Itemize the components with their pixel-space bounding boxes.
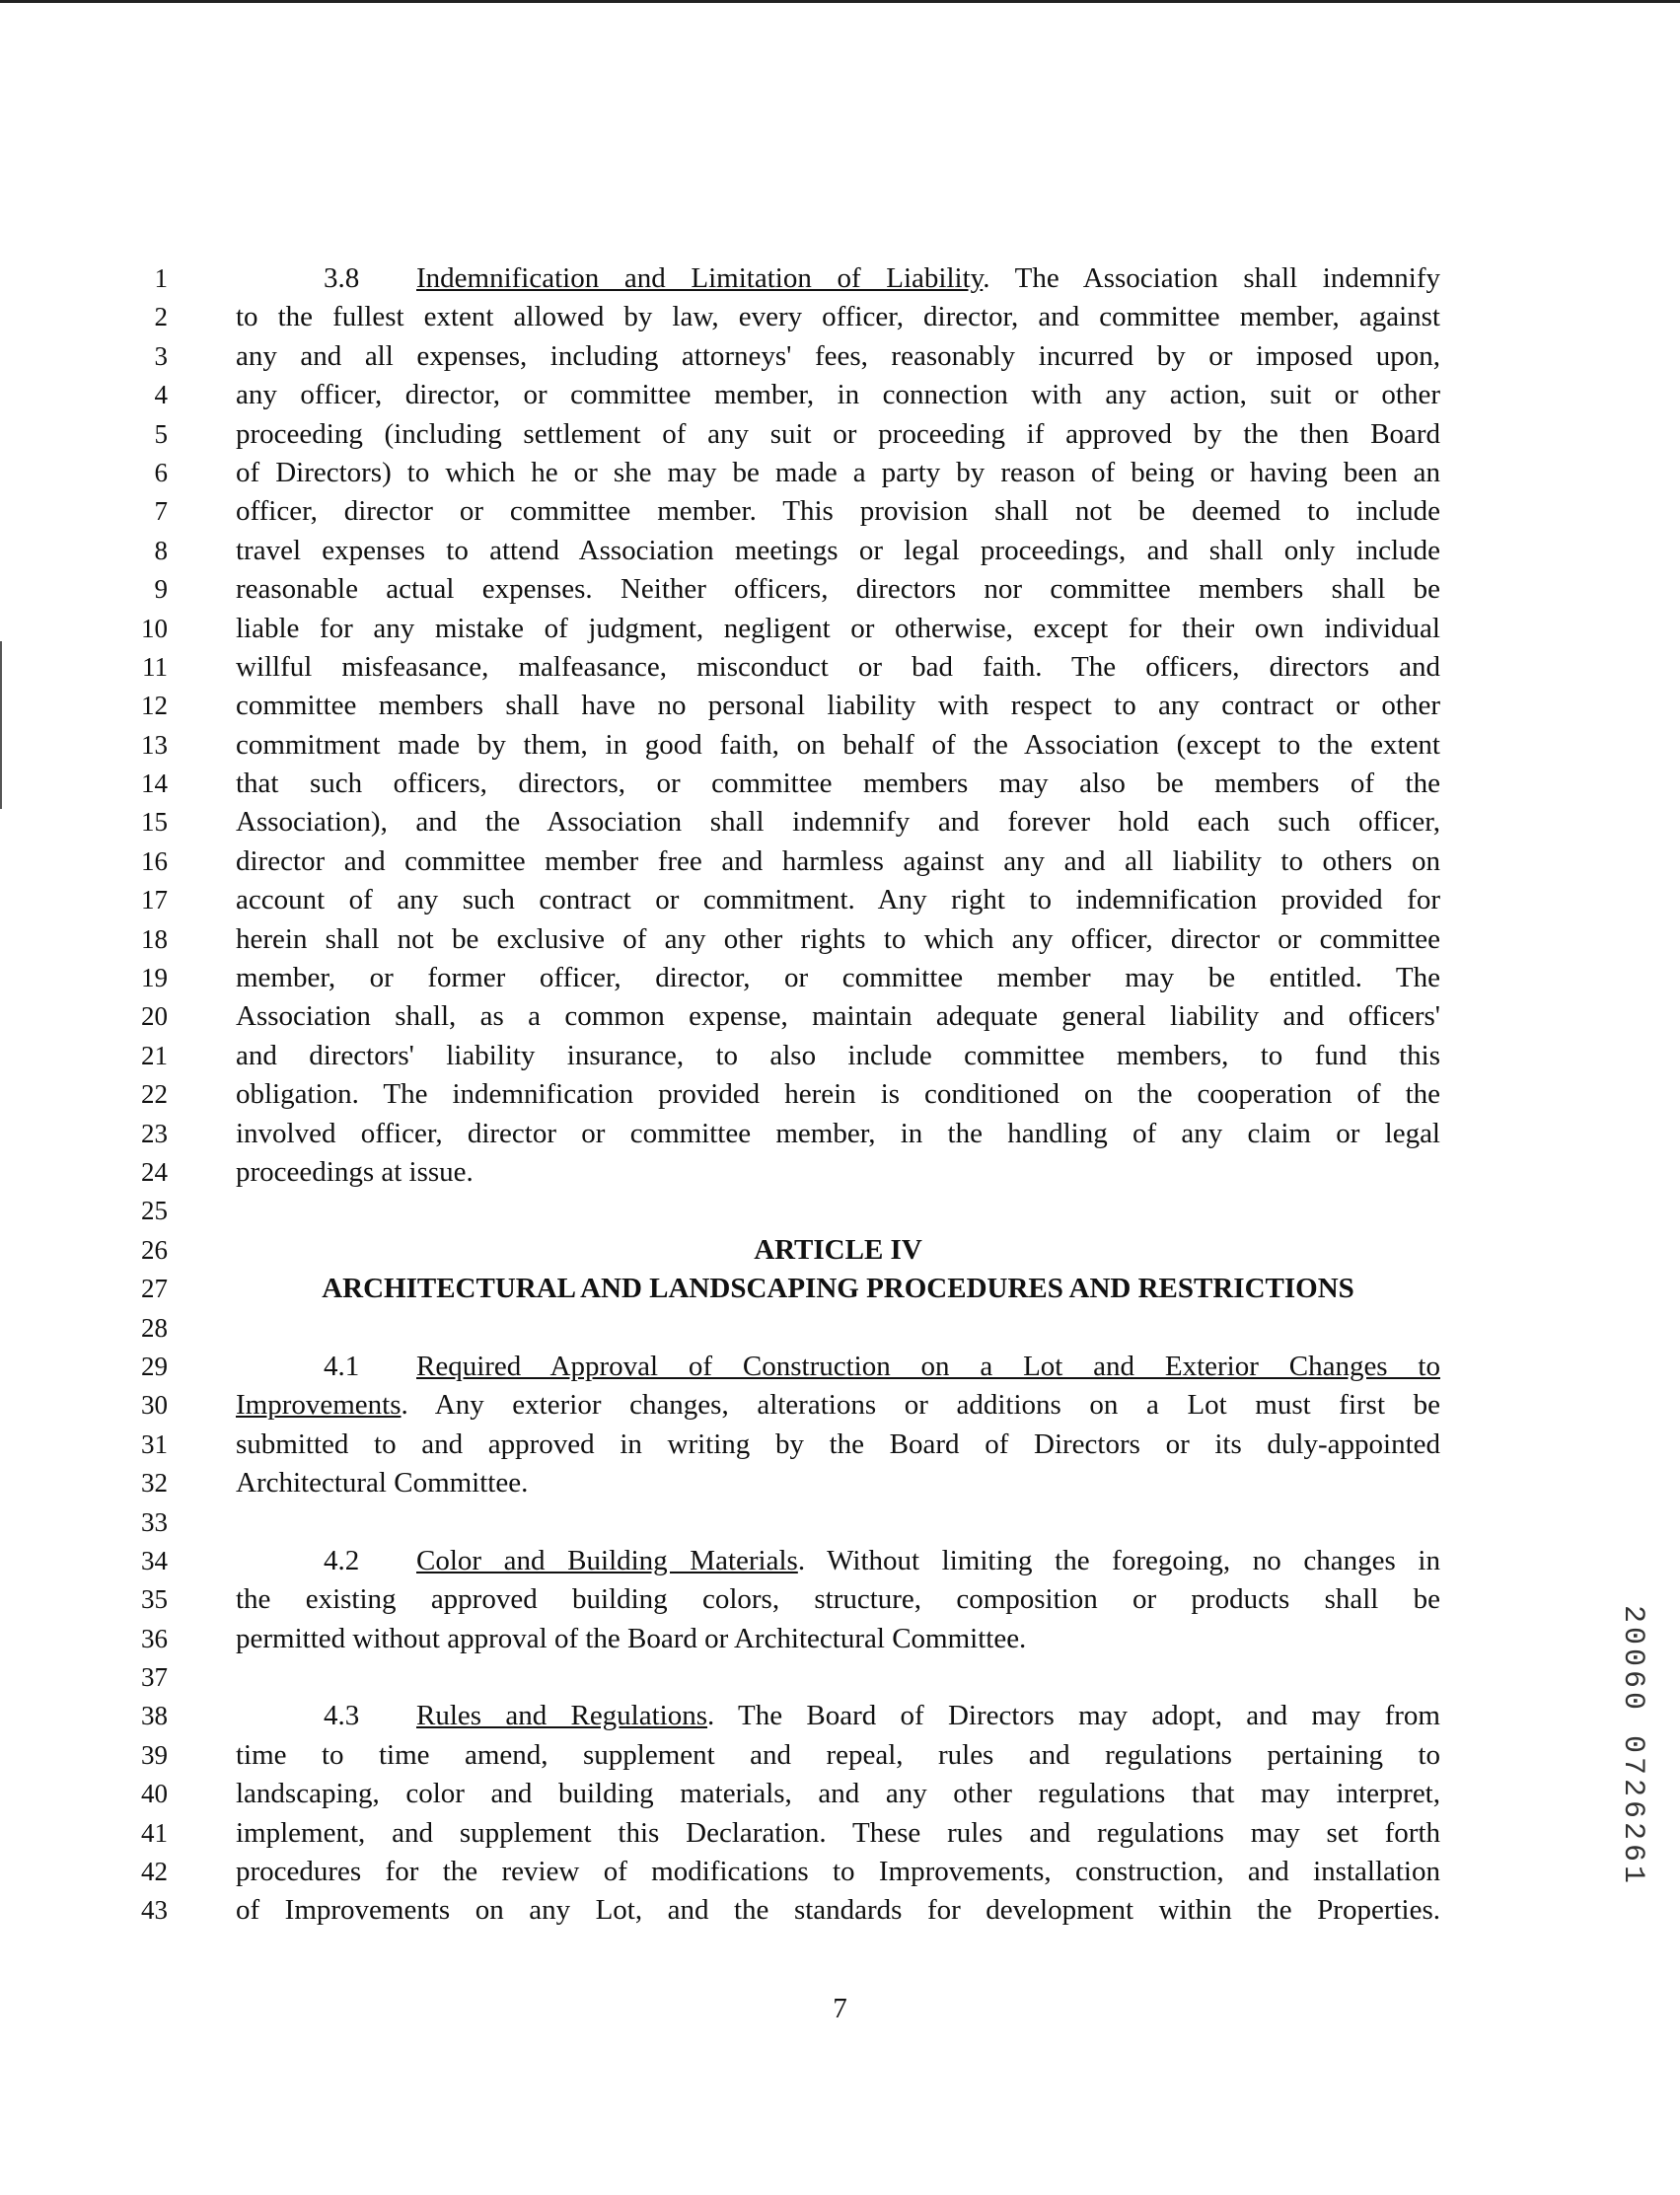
body-text-line — [236, 1853, 1440, 1891]
document-line — [0, 1775, 1680, 1813]
recording-stamp-text: 20060 0726261 — [1616, 1604, 1649, 1888]
body-text-line — [236, 610, 1440, 648]
document-line — [0, 1736, 1680, 1775]
line-text: director and committee member free and harmless against any and all liability to others on — [236, 844, 1440, 877]
article-heading: ARTICLE IV — [754, 1233, 922, 1266]
line-text: any officer, director, or committee member, in connection with any action, suit or other — [236, 379, 1440, 411]
line-text: implement, and supplement this Declaration. These rules and regulations may set forth — [236, 1816, 1440, 1849]
document-line — [0, 765, 1680, 803]
section-number: 4.3 — [324, 1700, 360, 1732]
body-text-line — [236, 1115, 1440, 1153]
section-title: Required Approval of Construction on a Lot and Exterior Changes to — [416, 1350, 1440, 1382]
line-text: landscaping, color and building materials, and any other regulations that may interpret, — [236, 1778, 1440, 1810]
body-text-line — [236, 1580, 1440, 1619]
line-text: member, or former officer, director, or committee member may be entitled. The — [236, 962, 1440, 994]
body-text-line — [236, 337, 1440, 376]
page-number: 7 — [833, 1993, 847, 2024]
line-number: 34 — [141, 1545, 168, 1575]
body-text-line — [236, 881, 1440, 919]
document-line — [0, 1697, 1680, 1735]
document-line — [0, 1231, 1680, 1270]
line-number: 35 — [141, 1584, 168, 1615]
document-line — [0, 376, 1680, 414]
line-text: proceeding (including settlement of any suit or proceeding if approved by the then Board — [236, 417, 1440, 450]
document-line — [0, 648, 1680, 687]
document-line — [0, 1891, 1680, 1930]
body-text-line — [236, 1426, 1440, 1464]
document-line — [0, 1386, 1680, 1425]
document-line — [0, 726, 1680, 765]
line-text: procedures for the review of modifications to Improvements, construction, and installation — [236, 1856, 1440, 1888]
document-line — [0, 1348, 1680, 1386]
line-number: 15 — [141, 807, 168, 838]
body-text-line — [236, 803, 1440, 841]
line-text: officer, director or committee member. This provision shall not be deemed to include — [236, 495, 1440, 528]
line-number: 36 — [141, 1623, 168, 1653]
line-text: willful misfeasance, malfeasance, misconduct or bad faith. The officers, directors and — [236, 650, 1440, 683]
line-number: 13 — [141, 729, 168, 760]
document-line — [0, 920, 1680, 959]
line-text: reasonable actual expenses. Neither officers, directors nor committee members shall be — [236, 573, 1440, 606]
line-number: 6 — [154, 457, 168, 487]
body-text-line — [236, 532, 1440, 570]
body-text-line — [236, 1464, 1440, 1502]
section-title: Indemnification and Limitation of Liability — [416, 262, 984, 294]
line-text: permitted without approval of the Board or Architectural Committee. — [236, 1622, 1027, 1654]
line-number: 22 — [141, 1079, 168, 1110]
line-number: 31 — [141, 1428, 168, 1459]
body-text-line — [236, 959, 1440, 997]
body-text-line — [236, 376, 1440, 414]
line-number: 28 — [141, 1312, 168, 1343]
document-line — [0, 1542, 1680, 1580]
body-text-line — [236, 648, 1440, 687]
document-line — [0, 610, 1680, 648]
body-text-line — [236, 415, 1440, 454]
document-line — [0, 1270, 1680, 1308]
body-text-line — [236, 1037, 1440, 1075]
body-text-line — [236, 492, 1440, 531]
document-line — [0, 1426, 1680, 1464]
section-number: 4.1 — [324, 1350, 360, 1382]
section-number: 4.2 — [324, 1544, 360, 1576]
document-line — [0, 803, 1680, 841]
line-text: Association shall, as a common expense, maintain adequate general liability and officers' — [236, 1000, 1440, 1033]
document-line — [0, 454, 1680, 492]
line-number: 38 — [141, 1701, 168, 1731]
line-number: 14 — [141, 768, 168, 799]
document-line — [0, 959, 1680, 997]
section-title: Color and Building Materials — [416, 1544, 798, 1576]
section-title: Improvements — [236, 1389, 402, 1422]
document-line — [0, 881, 1680, 919]
line-number: 9 — [154, 574, 168, 605]
line-number: 12 — [141, 691, 168, 721]
body-text-line — [236, 298, 1440, 336]
line-text: proceedings at issue. — [236, 1155, 474, 1188]
body-text-line — [236, 1736, 1440, 1775]
document-line — [0, 687, 1680, 725]
document-line — [0, 337, 1680, 376]
line-text: liable for any mistake of judgment, negligent or otherwise, except for their own individual — [236, 612, 1440, 644]
body-text-line — [236, 1075, 1440, 1114]
line-number: 32 — [141, 1468, 168, 1499]
section-heading-line — [236, 1542, 1440, 1580]
body-text-line — [236, 1386, 1440, 1425]
line-number: 25 — [141, 1196, 168, 1226]
line-text: herein shall not be exclusive of any other rights to which any officer, director or committee — [236, 922, 1440, 955]
document-line — [0, 1192, 1680, 1230]
article-heading: ARCHITECTURAL AND LANDSCAPING PROCEDURES AND RESTRICTIONS — [322, 1273, 1354, 1305]
line-number: 2 — [154, 302, 168, 332]
line-text: time to time amend, supplement and repeal, rules and regulations pertaining to — [236, 1738, 1440, 1771]
document-line — [0, 259, 1680, 298]
body-text-line — [236, 1620, 1440, 1658]
line-number: 40 — [141, 1779, 168, 1809]
line-number: 5 — [154, 418, 168, 449]
document-line — [0, 1075, 1680, 1114]
line-number: 41 — [141, 1817, 168, 1848]
line-number: 27 — [141, 1274, 168, 1304]
line-number: 8 — [154, 535, 168, 565]
line-number: 16 — [141, 845, 168, 876]
line-text: that such officers, directors, or committee members may also be members of the — [236, 768, 1440, 800]
line-number: 24 — [141, 1156, 168, 1187]
line-text: travel expenses to attend Association meetings or legal proceedings, and shall only include — [236, 534, 1440, 566]
line-text: involved officer, director or committee member, in the handling of any claim or legal — [236, 1117, 1440, 1149]
document-line — [0, 842, 1680, 881]
document-line — [0, 1503, 1680, 1542]
line-text: . The Association shall indemnify — [983, 262, 1440, 294]
line-number: 39 — [141, 1739, 168, 1770]
document-line — [0, 570, 1680, 609]
body-text-line — [236, 920, 1440, 959]
document-line — [0, 1658, 1680, 1697]
document-line — [0, 415, 1680, 454]
line-number: 29 — [141, 1351, 168, 1381]
line-text: of Improvements on any Lot, and the standards for development within the Properties. — [236, 1894, 1440, 1927]
body-text-line — [236, 1891, 1440, 1930]
scan-edge-top — [0, 0, 1680, 3]
line-number: 23 — [141, 1118, 168, 1148]
line-number: 21 — [141, 1040, 168, 1070]
line-number: 18 — [141, 923, 168, 954]
line-number: 1 — [154, 263, 168, 293]
line-text: and directors' liability insurance, to also include committee members, to fund this — [236, 1039, 1440, 1071]
line-number: 30 — [141, 1390, 168, 1421]
recording-stamp — [1613, 1593, 1652, 1899]
body-text-line — [236, 726, 1440, 765]
document-line — [0, 997, 1680, 1036]
document-line — [0, 1853, 1680, 1891]
line-number: 37 — [141, 1662, 168, 1693]
line-number: 42 — [141, 1857, 168, 1887]
line-number: 17 — [141, 885, 168, 915]
line-text: any and all expenses, including attorneys' fees, reasonably incurred by or imposed upon, — [236, 339, 1440, 372]
document-line — [0, 1115, 1680, 1153]
line-number: 10 — [141, 613, 168, 643]
document-line — [0, 1309, 1680, 1348]
line-text: commitment made by them, in good faith, on behalf of the Association (except to the extent — [236, 728, 1440, 761]
body-text-line — [236, 1153, 1440, 1192]
line-number: 33 — [141, 1506, 168, 1537]
line-text: the existing approved building colors, structure, composition or products shall be — [236, 1583, 1440, 1616]
body-text-line — [236, 1775, 1440, 1813]
line-text: to the fullest extent allowed by law, every officer, director, and committee member, against — [236, 301, 1440, 333]
document-line — [0, 532, 1680, 570]
line-text: . Without limiting the foregoing, no changes in — [797, 1544, 1440, 1576]
body-text-line — [236, 570, 1440, 609]
line-number: 4 — [154, 380, 168, 410]
document-page — [0, 259, 1680, 1931]
section-heading-line — [236, 259, 1440, 298]
line-text: . The Board of Directors may adopt, and may from — [707, 1700, 1440, 1732]
section-heading-line — [236, 1348, 1440, 1386]
document-line — [0, 1037, 1680, 1075]
line-number: 7 — [154, 496, 168, 527]
line-number: 11 — [142, 651, 168, 682]
section-heading-line — [236, 1697, 1440, 1735]
body-text-line — [236, 687, 1440, 725]
section-title: Rules and Regulations — [416, 1700, 708, 1732]
line-number: 43 — [141, 1895, 168, 1926]
line-text: account of any such contract or commitment. Any right to indemnification provided for — [236, 884, 1440, 916]
document-line — [0, 1580, 1680, 1619]
line-text: submitted to and approved in writing by the Board of Directors or its duly-appointed — [236, 1427, 1440, 1460]
body-text-line — [236, 997, 1440, 1036]
body-text-line — [236, 454, 1440, 492]
body-text-line — [236, 1814, 1440, 1853]
line-number: 19 — [141, 963, 168, 993]
line-text: obligation. The indemnification provided herein is conditioned on the cooperation of the — [236, 1078, 1440, 1111]
line-text: Architectural Committee. — [236, 1467, 529, 1500]
line-text: committee members shall have no personal liability with respect to any contract or other — [236, 690, 1440, 722]
document-line — [0, 1814, 1680, 1853]
body-text-line — [236, 765, 1440, 803]
line-number: 26 — [141, 1234, 168, 1265]
document-line — [0, 1153, 1680, 1192]
line-number: 3 — [154, 340, 168, 371]
document-line — [0, 492, 1680, 531]
line-text: of Directors) to which he or she may be made a party by reason of being or having been an — [236, 456, 1440, 488]
body-text-line — [236, 842, 1440, 881]
line-text: . Any exterior changes, alterations or additions on a Lot must first be — [401, 1389, 1440, 1422]
document-line — [0, 298, 1680, 336]
section-number: 3.8 — [324, 262, 360, 294]
line-number: 20 — [141, 1001, 168, 1032]
document-line — [0, 1464, 1680, 1502]
line-text: Association), and the Association shall indemnify and forever hold each such officer, — [236, 806, 1440, 839]
document-line — [0, 1620, 1680, 1658]
